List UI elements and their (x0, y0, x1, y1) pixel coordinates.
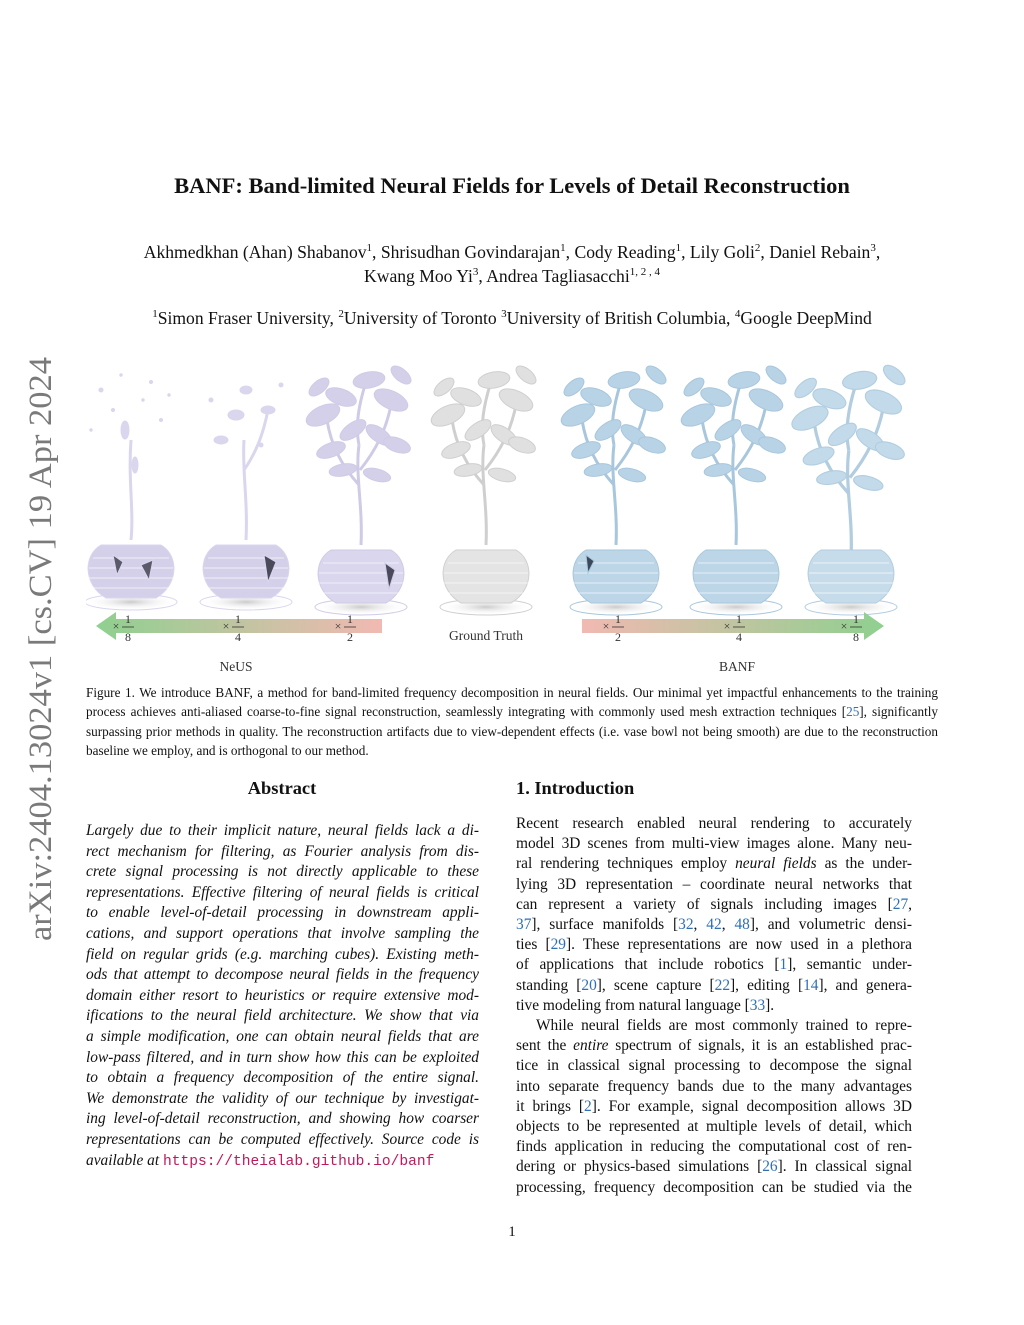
neus-scale-numerator: 1 (347, 612, 353, 626)
banf-scale-denominator: 2 (615, 630, 621, 644)
banf-scale-times-symbol: × (840, 619, 848, 633)
neus-quarter-render (200, 383, 292, 610)
arxiv-id-text: arXiv:2404.13024v1 [cs.CV] 19 Apr 2024 (23, 381, 59, 941)
neus-eighth-render (86, 374, 177, 610)
author-name: Kwang Moo Yi (364, 266, 473, 286)
citation-link[interactable]: 48 (734, 916, 750, 934)
banf-scale-numerator: 1 (615, 612, 621, 626)
citation-link[interactable]: 1 (779, 956, 788, 974)
author-name: Andrea Tagliasacchi (486, 266, 630, 286)
neus-scale-denominator: 8 (125, 630, 131, 644)
author-name: Daniel Rebain (769, 242, 871, 262)
banf-eighth-render (788, 362, 906, 615)
introduction-heading: 1. Introduction (516, 778, 635, 798)
citation-link[interactable]: 26 (762, 1158, 778, 1176)
banf-scale-numerator: 1 (736, 612, 742, 626)
banf-scale-denominator: 8 (853, 630, 859, 644)
citation-link[interactable]: 25 (846, 704, 860, 720)
author-list: Akhmedkhan (Ahan) Shabanov$^1$, Shrisudhan Govindarajan$^1$, Cody Reading$^1$, Lily Goli$^2$, Daniel Rebain$^3$, Kwang Moo Yi$^3$, Andrea Tagliasacchi$^{1, 2 , 4}$ (143, 242, 881, 286)
neus-label: NeUS (219, 659, 253, 674)
banf-half-render (558, 363, 669, 615)
author-name: Shrisudhan Govindarajan (380, 242, 561, 262)
neus-scale-times-symbol: × (334, 619, 342, 633)
banf-label: BANF (718, 659, 756, 674)
neus-scale-denominator: 4 (235, 630, 241, 644)
introduction-body: Recent research enabled neural rendering to accurately model 3D scenes from multi-view images alone. Many neu- ral rendering techniques employ neural fields as the under- lying 3D representation – coordinate neural networks that can represent a variety of signals including images [27, 37], surface manifolds [32, 42, 48], and volumetric densi- ties [29]. These representations are now used in a plethora of applications that include robotics [1], semantic under- standing [20], scene capture [22], editing [14], and genera- tive modeling from natural language [33]. While neural fields are most commonly trained to repre- sent the entire spectrum of signals, it is an established prac- tice in classical signal processing to decompose the signal into separate frequency bands due to the many advantages it brings [2]. For example, signal decomposition allows 3D objects to be represented at multiple levels of detail, which finds application in reducing the computational cost of ren- dering or physics-based simulations [26]. In classical signal processing, frequency decomposition can be studied via the (516, 815, 913, 1196)
abstract-body: Largely due to their implicit nature, neural fields lack a di- rect mechanism for filtering, as Fourier analysis from dis- crete signal processing is not directly applicable to these representations. Effective filtering of neural fields is critical to enable level-of-detail processing in downstream appli- cations, and support operations that involve sampling the field on regular grids (e.g. marching cubes). Existing meth- ods that attempt to decompose neural fields in the frequency domain either resort to heuristics or require extensive mod- ifications to the neural field architecture. We show that via a simple modification, one can obtain neural fields that are low-pass filtered, and in turn show how this can be exploited to obtain a frequency decomposition of the entire signal. We demonstrate the validity of our technique by investigat- ing level-of-detail reconstruction, and showing how coarser representations can be computed effectively. Source code is available at https://theialab.github.io/banf (86, 822, 479, 1170)
author-name: Akhmedkhan (Ahan) Shabanov (143, 242, 367, 262)
author-name: Lily Goli (689, 242, 755, 262)
teaser-figure (86, 360, 906, 680)
banf-scale-numerator: 1 (853, 612, 859, 626)
citation-link[interactable]: 42 (706, 916, 722, 934)
neus-scale-denominator: 2 (347, 630, 353, 644)
affiliation-list: $^1$Simon Fraser University, $^2$University of Toronto $^3$University of British Columbia, $^4$Google DeepMind (152, 308, 872, 328)
citation-link[interactable]: 32 (678, 916, 694, 934)
abstract-heading: Abstract (247, 778, 317, 798)
affiliation: Google DeepMind (740, 308, 872, 328)
banf-quarter-render (678, 363, 789, 615)
citation-link[interactable]: 37 (516, 916, 532, 934)
affiliation: University of Toronto (343, 308, 497, 328)
citation-link[interactable]: 20 (581, 976, 597, 994)
page-number: 1 (508, 1224, 516, 1240)
paper-title: BANF: Band-limited Neural Fields for Levels of Detail Reconstruction (174, 173, 850, 198)
banf-scale-times-symbol: × (723, 619, 731, 633)
banf-scale-times-symbol: × (602, 619, 610, 633)
citation-link[interactable]: 33 (749, 996, 766, 1014)
citation-link[interactable]: 14 (803, 976, 819, 994)
neus-half-render (303, 363, 414, 615)
affiliation: Simon Fraser University, (157, 308, 334, 328)
ground-truth-render (428, 363, 539, 615)
neus-scale-numerator: 1 (235, 612, 241, 626)
author-name: Cody Reading (574, 242, 676, 262)
ground-truth-label: Ground Truth (449, 628, 523, 643)
citation-link[interactable]: 29 (550, 936, 566, 954)
citation-link[interactable]: 27 (892, 895, 909, 913)
source-code-link[interactable]: https://theialab.github.io/banf (162, 1153, 435, 1170)
teaser-figure-svg (86, 360, 906, 680)
neus-scale-times-symbol: × (112, 619, 120, 633)
affiliation: University of British Columbia, (506, 308, 731, 328)
citation-link[interactable]: 2 (584, 1097, 592, 1115)
arxiv-identifier-stamp (18, 355, 60, 945)
banf-scale-denominator: 4 (736, 630, 742, 644)
neus-scale-numerator: 1 (125, 612, 131, 626)
figure-caption: Figure 1. We introduce BANF, a method for band-limited frequency decomposition in neural fields. Our minimal yet impactful enhancements to the training process achieves anti-aliased coarse-to-fine signal reconstruction, seamlessly integrating with commonly used mesh extraction techniques [25], significantly surpassing prior methods in quality. The reconstruction artifacts due to view-dependent effects (i.e. vase bowl not being smooth) are due to the reconstruction baseline we employ, and is orthogonal to our method. (86, 685, 938, 759)
neus-scale-times-symbol: × (222, 619, 230, 633)
banf-scale-arrow (582, 612, 884, 640)
citation-link[interactable]: 22 (714, 976, 731, 994)
